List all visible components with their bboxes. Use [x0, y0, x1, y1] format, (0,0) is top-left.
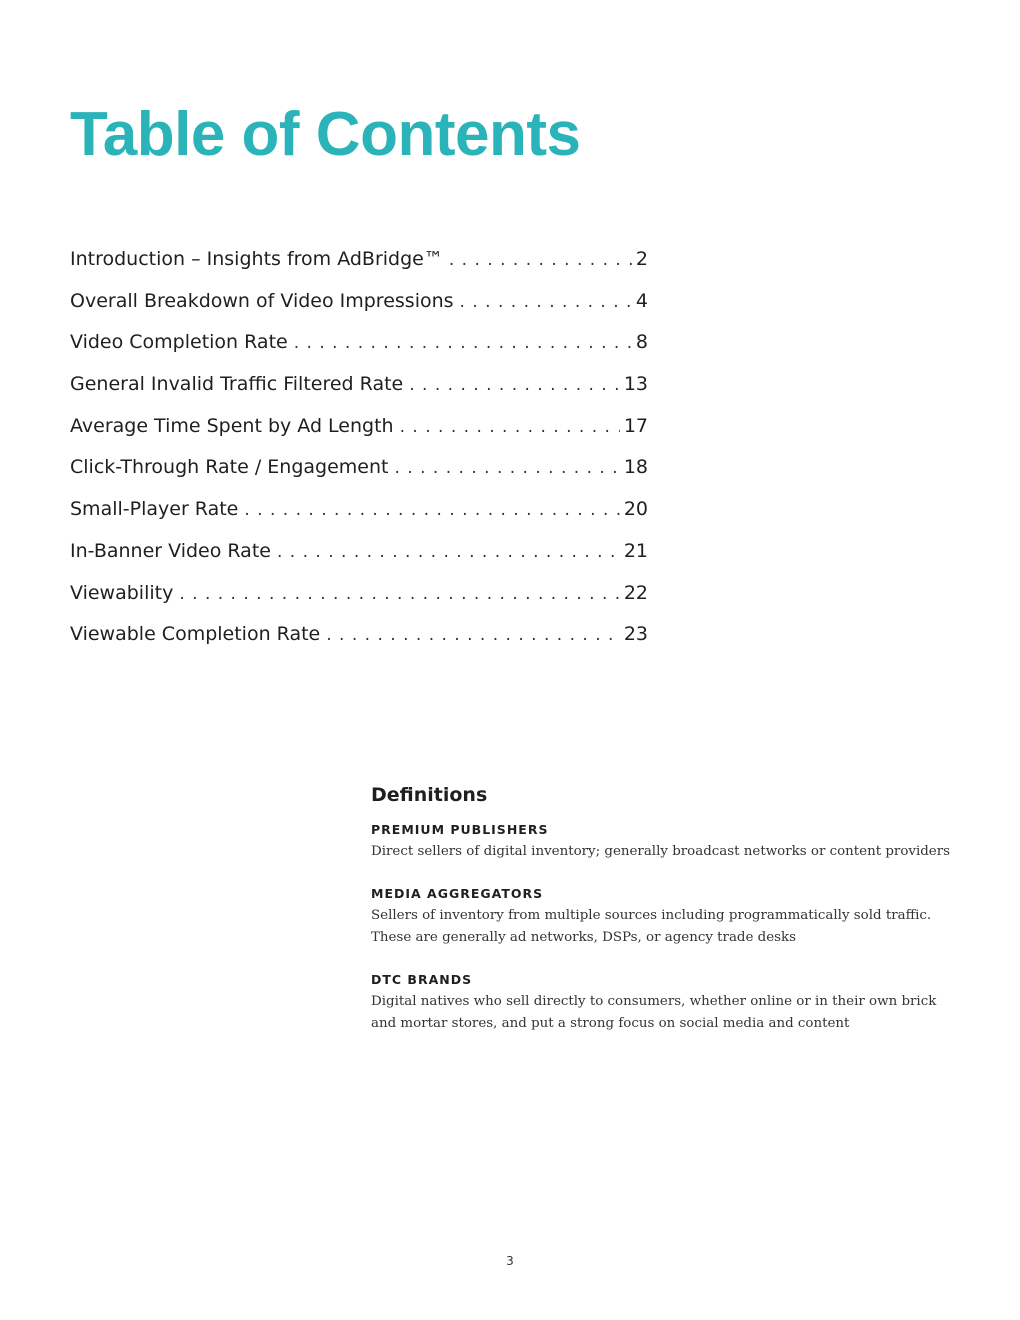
- definition-term: MEDIA AGGREGATORS: [371, 886, 544, 901]
- toc-entry-page: 13: [623, 373, 648, 396]
- toc-entry-in-banner-video-rate[interactable]: [70, 540, 648, 582]
- toc-dot-leader: [409, 375, 620, 395]
- page-title: Table of Contents: [70, 100, 581, 169]
- toc-entry-viewability[interactable]: [70, 582, 648, 624]
- toc-dot-leader: [326, 625, 620, 645]
- toc-entry-page: 4: [635, 289, 648, 312]
- toc-dot-leader: [460, 292, 632, 312]
- table-of-contents: [70, 248, 648, 665]
- definition-term: DTC BRANDS: [371, 972, 473, 987]
- toc-dot-leader: [449, 250, 632, 270]
- toc-entry-label: Overall Breakdown of Video Impressions: [70, 289, 454, 312]
- toc-entry-label: Click-Through Rate / Engagement: [70, 456, 389, 479]
- toc-entry-label: Introduction – Insights from AdBridge™: [70, 248, 443, 270]
- toc-entry-page: 8: [635, 331, 648, 354]
- toc-entry-label: General Invalid Traffic Filtered Rate: [70, 373, 404, 396]
- toc-dot-leader: [394, 458, 619, 478]
- definition-text: [371, 991, 951, 1035]
- toc-dot-leader: [294, 333, 632, 353]
- toc-entry-page: 2: [635, 248, 648, 270]
- toc-entry-introduction[interactable]: [70, 248, 648, 290]
- definition-line: Digital natives who sell directly to consumers, whether online or in their own brick: [371, 994, 937, 1009]
- toc-entry-page: 17: [623, 414, 648, 437]
- toc-entry-label: Small-Player Rate: [70, 498, 239, 521]
- definition-text: [371, 905, 951, 949]
- toc-entry-page: 18: [623, 456, 648, 479]
- definitions-heading: Definitions: [371, 784, 488, 806]
- toc-entry-video-completion-rate[interactable]: [70, 331, 648, 373]
- toc-entry-overall-breakdown[interactable]: [70, 290, 648, 332]
- toc-dot-leader: [277, 542, 620, 562]
- toc-entry-average-time-spent[interactable]: [70, 415, 648, 457]
- toc-entry-page: 23: [623, 623, 648, 646]
- definition-line: These are generally ad networks, DSPs, or agency trade desks: [371, 930, 797, 945]
- toc-entry-label: Viewability: [70, 581, 174, 604]
- definition-line: Sellers of inventory from multiple sources including programmatically sold traffic.: [371, 908, 932, 923]
- toc-entry-page: 21: [623, 539, 648, 562]
- toc-entry-label: In-Banner Video Rate: [70, 539, 271, 562]
- toc-entry-label: Viewable Completion Rate: [70, 623, 321, 646]
- toc-dot-leader: [179, 584, 619, 604]
- definitions-section: [371, 782, 951, 1058]
- toc-entry-click-through-rate[interactable]: [70, 456, 648, 498]
- page-number: 3: [506, 1254, 514, 1268]
- toc-dot-leader: [244, 500, 619, 520]
- definition-dtc-brands: [371, 972, 951, 1035]
- definition-line: and mortar stores, and put a strong focus on social media and content: [371, 1016, 850, 1031]
- definition-text: [371, 841, 951, 863]
- toc-entry-page: 20: [623, 498, 648, 521]
- toc-entry-label: Average Time Spent by Ad Length: [70, 414, 394, 437]
- toc-entry-label: Video Completion Rate: [70, 331, 288, 354]
- toc-entry-viewable-completion-rate[interactable]: [70, 623, 648, 665]
- definition-premium-publishers: [371, 822, 951, 863]
- toc-dot-leader: [400, 417, 620, 437]
- definition-line: Direct sellers of digital inventory; generally broadcast networks or content providers: [371, 844, 951, 859]
- definition-term: PREMIUM PUBLISHERS: [371, 822, 549, 837]
- toc-entry-small-player-rate[interactable]: [70, 498, 648, 540]
- toc-entry-page: 22: [623, 581, 648, 604]
- toc-entry-invalid-traffic[interactable]: [70, 373, 648, 415]
- definition-media-aggregators: [371, 886, 951, 949]
